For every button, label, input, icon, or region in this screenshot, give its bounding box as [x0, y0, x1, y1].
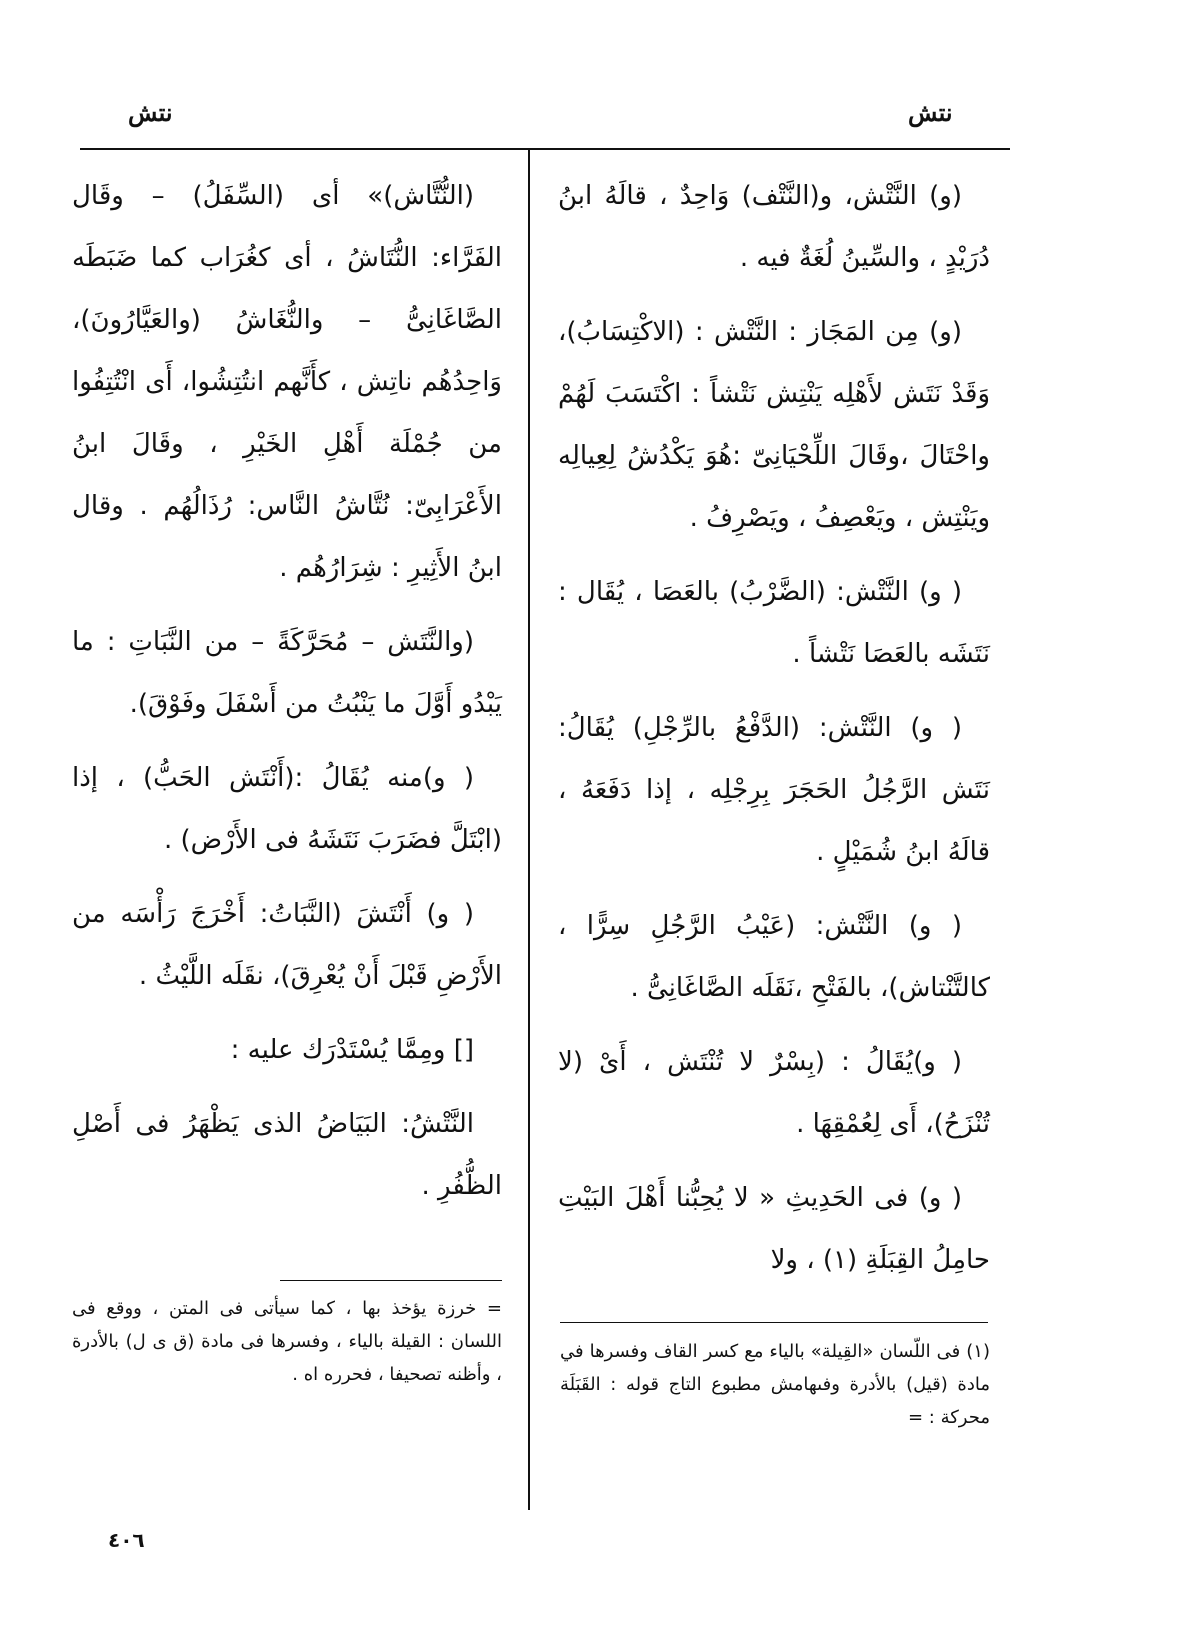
entry-paragraph: ( و)منه يُقَالُ :(أَنْتَش الحَبُّ) ، إذا (ابْتَلَّ فضَرَبَ نَتَشَهُ فى الأَرْض) .	[72, 763, 502, 855]
footnote-right: (١) فى اللّسان «القِيلة» بالياء مع كسر القاف وفسرها في مادة (قيل) بالأدرة وفىهامش مطبوع التاج قوله : القَبَلَة محركة : =	[560, 1341, 990, 1428]
entry-paragraph: (والنَّتَش – مُحَرَّكَةً – من النَّبَاتِ : ما يَبْدُو أَوَّلَ ما يَنْبُتُ من أَسْفَلَ وفَوْقَ).	[72, 627, 502, 719]
entry-paragraph: ( و) فى الحَدِيثِ « لا يُحِبُّنا أَهْلَ البَيْتِ حامِلُ القِبَلَةِ (١) ، ولا	[558, 1183, 990, 1275]
entry-paragraph: (و) النَّتْش، و(النَّتْف) وَاحِدٌ ، قالَهُ ابنُ دُرَيْدٍ ، والسِّينُ لُغَةٌ فيه .	[558, 181, 990, 273]
entry-paragraph: ( و) أَنْتَشَ (النَّبَاتُ: أَخْرَجَ رَأْسَه من الأَرْضِ قَبْلَ أَنْ يُعْرِقَ)، نقَلَه اللَّيْثُ .	[72, 899, 502, 991]
entry-paragraph: ( و)يُقَالُ : (بِسْرٌ لا تُنْتَش ، أَىْ (لا تُنْزَحُ)، أَى لِعُمْقِهَا .	[558, 1047, 990, 1139]
column-divider	[528, 150, 530, 1510]
entry-paragraph: ( و) النَّتْش: (عَيْبُ الرَّجُلِ سِرًّا ، كالتَّنْتاش)، بالفَتْحِ ،نَقَلَه الصَّاغَانِىُّ .	[558, 911, 990, 1003]
page-number: ٤٠٦	[108, 1528, 145, 1552]
footnote-rule-left	[280, 1280, 502, 1281]
entry-paragraph: ( و) النَّتْش: (الضَّرْبُ) بالعَصَا ، يُقَال : نَتَشَه بالعَصَا نَتْشاً .	[558, 577, 990, 669]
entry-paragraph: (النُّتَّاش)» أى (السِّفَلُ) – وقَال الفَرَّاء: النُّتَاشُ ، أى كغُرَاب كما ضَبَطَه الصَّاغَانِىُّ – والنُّغَاشُ (والعَيَّارُونَ)، وَاحِدُهُم ناتِش ، كأَنَّهم انتُتِشُوا، أَى انْتُتِفُوا من جُمْلَة أَهْلِ الخَيْرِ ، وقَالَ ابنُ الأَعْرَابِىّ: نُتَّاشُ النَّاس: رُذَالُهُم . وقال ابنُ الأَثِيرِ : شِرَارُهُم .	[72, 181, 502, 583]
running-head-left: نتش	[128, 98, 173, 127]
header-rule	[80, 148, 1010, 150]
addenda-heading: [] ومِمَّا يُسْتَدْرَك عليه :	[230, 1035, 474, 1065]
footnote-rule-right	[560, 1322, 988, 1323]
right-column	[558, 165, 990, 1303]
entry-paragraph: ( و) النَّتْش: (الدَّفْعُ بالرِّجْلِ) يُقَالُ: نَتَش الرَّجُلُ الحَجَرَ بِرِجْلِه ، إذا دَفَعَهُ ، قالَهُ ابنُ شُمَيْلٍ .	[558, 713, 990, 867]
entry-paragraph: النَّتْشُ: البَيَاضُ الذى يَظْهَرُ فى أَصْلِ الظُّفُرِ .	[72, 1109, 502, 1201]
running-head-right: نتش	[908, 98, 953, 127]
footnote-left: = خرزة يؤخذ بها ، كما سيأتى فى المتن ، ووقع فى اللسان : القيلة بالياء ، وفسرها فى مادة (ق ى ل) بالأدرة ، وأظنه تصحيفا ، فحرره اه .	[72, 1298, 502, 1385]
left-column	[72, 165, 502, 1229]
entry-paragraph: (و) مِن المَجَاز : النَّتْش : (الاكْتِسَابُ)، وَقَدْ نَتَش لأَهْلِه يَنْتِش نَتْشاً : اكْتَسَبَ لَهُمْ واحْتَالَ ،وقَالَ اللِّحْيَانِىّ :هُوَ يَكْدُشُ لِعِيالِه ويَنْتِش ، ويَعْصِفُ ، ويَصْرِفُ .	[558, 317, 990, 533]
